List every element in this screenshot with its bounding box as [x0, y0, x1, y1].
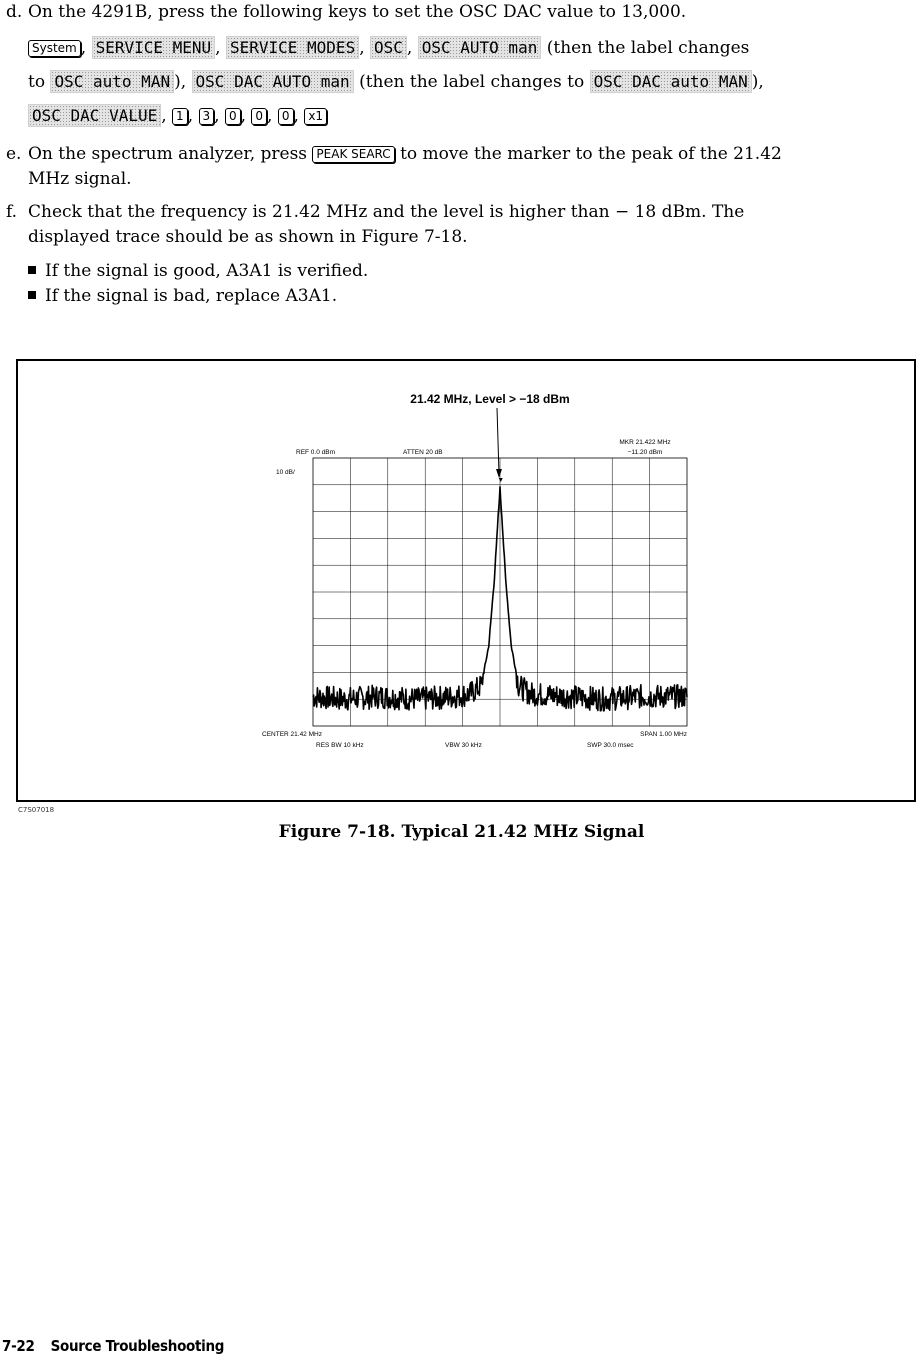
figure-frame [16, 359, 916, 802]
figure-id: C7S07018 [18, 806, 55, 814]
osc-dac-value-softkey: OSC DAC VALUE [28, 104, 161, 127]
vbw-label: VBW 30 kHz [445, 742, 482, 749]
step-marker: d. [6, 2, 23, 22]
bullet-text: If the signal is bad, replace A3A1. [45, 286, 338, 306]
step-body [28, 200, 898, 250]
span-label: SPAN 1.00 MHz [640, 731, 687, 738]
step-marker: f. [6, 202, 18, 222]
step-text: to move the marker to the peak of the 21.42 [400, 144, 782, 164]
bullet-square-icon [28, 266, 36, 274]
figure-caption: Figure 7-18. Typical 21.42 MHz Signal [278, 822, 645, 842]
step-body [28, 142, 898, 192]
step-marker: e. [6, 144, 22, 164]
step-d [6, 0, 906, 126]
label-change-note: (then the label changes [546, 38, 750, 58]
step-e-line-2: MHz signal. [28, 169, 132, 189]
system-key: System [28, 40, 81, 57]
bullet-item [28, 284, 337, 309]
bullet-item [28, 259, 368, 284]
center-frequency-label: CENTER 21.42 MHz [262, 731, 322, 738]
key-sequence-line-2: to OSC auto MAN ), OSC DAC AUTO man (then the label changes to OSC DAC auto MAN ), [28, 72, 764, 92]
callout-arrowhead [496, 469, 502, 478]
osc-auto-man-softkey: OSC AUTO man [418, 36, 542, 59]
scale-label: 10 dB/ [276, 469, 295, 476]
step-f [6, 200, 906, 247]
step-f-line-1: Check that the frequency is 21.42 MHz and the level is higher than − 18 dBm. The [28, 202, 745, 222]
callout-label: 21.42 MHz, Level > −18 dBm [410, 392, 570, 406]
key-0: 0 [251, 108, 267, 125]
step-e [6, 142, 906, 189]
marker-diamond [499, 478, 503, 482]
key-0: 0 [225, 108, 241, 125]
marker-level: −11.20 dBm [627, 449, 663, 456]
step-f-line-2: displayed trace should be as shown in Figure 7-18. [28, 227, 468, 247]
spectrum-display [18, 361, 914, 800]
key-sequence-line-3: OSC DAC VALUE , 1 , 3 , 0 , 0 , 0 , x1 [28, 103, 898, 129]
ref-level-label: REF 0.0 dBm [296, 449, 336, 456]
peak-search-key: PEAK SEARC [312, 146, 394, 163]
bullet-square-icon [28, 291, 36, 299]
step-body [28, 0, 898, 129]
label-change-note: (then the label changes to [359, 72, 585, 92]
service-modes-softkey: SERVICE MODES [226, 36, 359, 59]
peak-marker [499, 478, 503, 482]
step-intro: On the 4291B, press the following keys to set the OSC DAC value to 13,000. [28, 2, 687, 22]
key-1: 1 [172, 108, 188, 125]
page-footer [2, 1337, 224, 1355]
key-sequence-line-1: System , SERVICE MENU , SERVICE MODES , OSC , OSC AUTO man (then the label changes [28, 35, 898, 61]
section-title: Source Troubleshooting [50, 1337, 225, 1355]
bullet-text: If the signal is good, A3A1 is verified. [45, 261, 369, 281]
key-0: 0 [278, 108, 294, 125]
osc-dac-auto-man-softkey: OSC DAC AUTO man [192, 70, 354, 93]
osc-auto-MAN-softkey: OSC auto MAN [50, 70, 174, 93]
step-e-line-1 [28, 142, 898, 167]
osc-softkey: OSC [370, 36, 407, 59]
sweep-time-label: SWP 30.0 msec [587, 742, 634, 749]
rbw-label: RES BW 10 kHz [316, 742, 364, 749]
callout-leader [497, 408, 499, 474]
osc-dac-auto-MAN-softkey: OSC DAC auto MAN [590, 70, 752, 93]
to-word: to [28, 72, 46, 92]
key-3: 3 [199, 108, 215, 125]
step-text: On the spectrum analyzer, press [28, 144, 308, 164]
key-x1: x1 [304, 108, 327, 125]
atten-label: ATTEN 20 dB [403, 449, 443, 456]
service-menu-softkey: SERVICE MENU [92, 36, 216, 59]
marker-frequency: MKR 21.422 MHz [619, 439, 671, 446]
page-number: 7-22 [2, 1337, 35, 1355]
